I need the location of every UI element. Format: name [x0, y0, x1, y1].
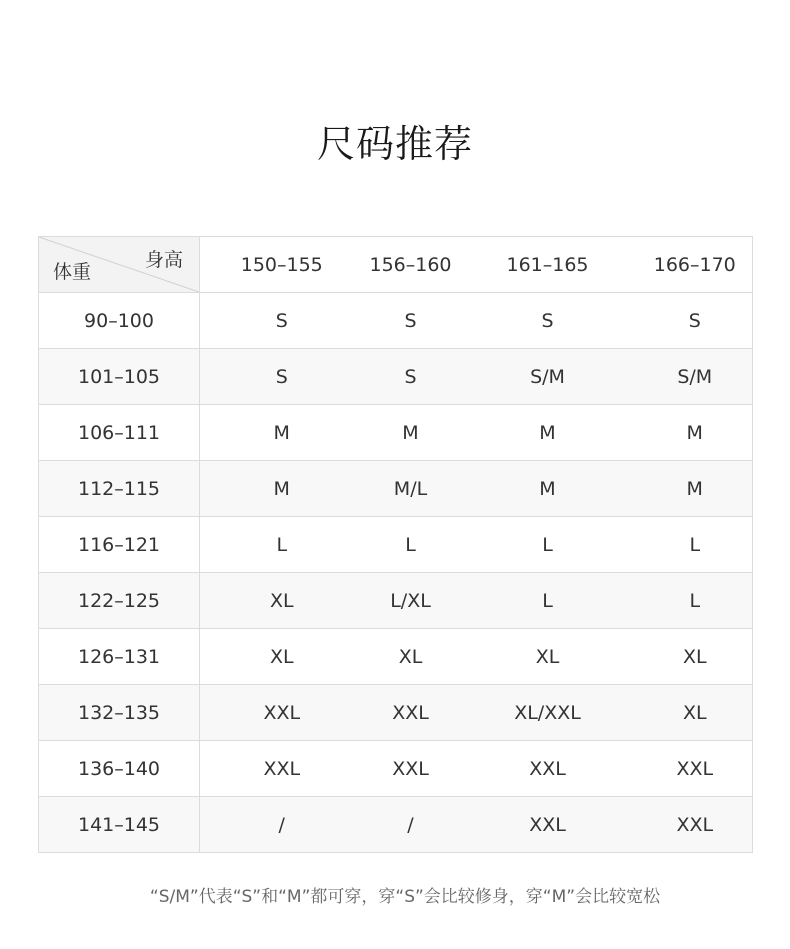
- weight-range-cell: 136–140: [39, 741, 200, 797]
- size-cell: /: [200, 797, 364, 853]
- size-cell: S: [458, 293, 638, 349]
- size-cell: XXL: [364, 741, 458, 797]
- size-cell: M: [458, 405, 638, 461]
- size-cell: L/XL: [364, 573, 458, 629]
- size-cell: XL: [200, 573, 364, 629]
- height-column-header: 150–155: [200, 237, 364, 293]
- size-cell: L: [638, 517, 753, 573]
- size-cell: S/M: [638, 349, 753, 405]
- size-cell: S: [364, 293, 458, 349]
- size-cell: XL/XXL: [458, 685, 638, 741]
- size-cell: M: [458, 461, 638, 517]
- size-cell: XXL: [458, 741, 638, 797]
- size-cell: M: [200, 461, 364, 517]
- weight-range-cell: 132–135: [39, 685, 200, 741]
- table-row: [39, 349, 753, 405]
- size-cell: M: [638, 461, 753, 517]
- table-row: [39, 461, 753, 517]
- size-cell: S/M: [458, 349, 638, 405]
- size-cell: L: [458, 517, 638, 573]
- size-cell: M: [200, 405, 364, 461]
- weight-range-cell: 101–105: [39, 349, 200, 405]
- table-header-row: [39, 237, 753, 293]
- weight-range-cell: 90–100: [39, 293, 200, 349]
- corner-height-label: 身高: [144, 249, 183, 271]
- size-cell: S: [200, 293, 364, 349]
- table-row: [39, 573, 753, 629]
- size-cell: S: [200, 349, 364, 405]
- size-cell: L: [364, 517, 458, 573]
- size-cell: S: [364, 349, 458, 405]
- corner-weight-label: 体重: [53, 261, 92, 283]
- weight-range-cell: 126–131: [39, 629, 200, 685]
- page-title: 尺码推荐: [316, 122, 473, 166]
- size-cell: XXL: [458, 797, 638, 853]
- size-cell: XL: [364, 629, 458, 685]
- size-cell: XL: [638, 629, 753, 685]
- size-cell: L: [200, 517, 364, 573]
- table-row: [39, 797, 753, 853]
- size-cell: XXL: [638, 797, 753, 853]
- size-cell: M: [364, 405, 458, 461]
- weight-range-cell: 122–125: [39, 573, 200, 629]
- weight-range-cell: 141–145: [39, 797, 200, 853]
- size-cell: L: [638, 573, 753, 629]
- size-cell: XL: [458, 629, 638, 685]
- table-row: [39, 293, 753, 349]
- size-footnote: “S/M”代表“S”和“M”都可穿，穿“S”会比较修身，穿“M”会比较宽松: [149, 887, 661, 907]
- height-column-header: 156–160: [364, 237, 458, 293]
- table-row: [39, 629, 753, 685]
- size-cell: M: [638, 405, 753, 461]
- table-row: [39, 517, 753, 573]
- size-cell: XL: [638, 685, 753, 741]
- size-cell: /: [364, 797, 458, 853]
- size-cell: L: [458, 573, 638, 629]
- height-column-header: 161–165: [458, 237, 638, 293]
- size-cell: M/L: [364, 461, 458, 517]
- table-row: [39, 405, 753, 461]
- table-row: [39, 741, 753, 797]
- size-recommendation-table: [38, 236, 753, 853]
- size-cell: XXL: [200, 741, 364, 797]
- weight-range-cell: 112–115: [39, 461, 200, 517]
- table-corner-cell: [39, 237, 200, 293]
- size-cell: XXL: [200, 685, 364, 741]
- height-column-header: 166–170: [638, 237, 753, 293]
- weight-range-cell: 106–111: [39, 405, 200, 461]
- table-row: [39, 685, 753, 741]
- size-cell: XXL: [638, 741, 753, 797]
- weight-range-cell: 116–121: [39, 517, 200, 573]
- size-cell: XXL: [364, 685, 458, 741]
- size-cell: XL: [200, 629, 364, 685]
- size-cell: S: [638, 293, 753, 349]
